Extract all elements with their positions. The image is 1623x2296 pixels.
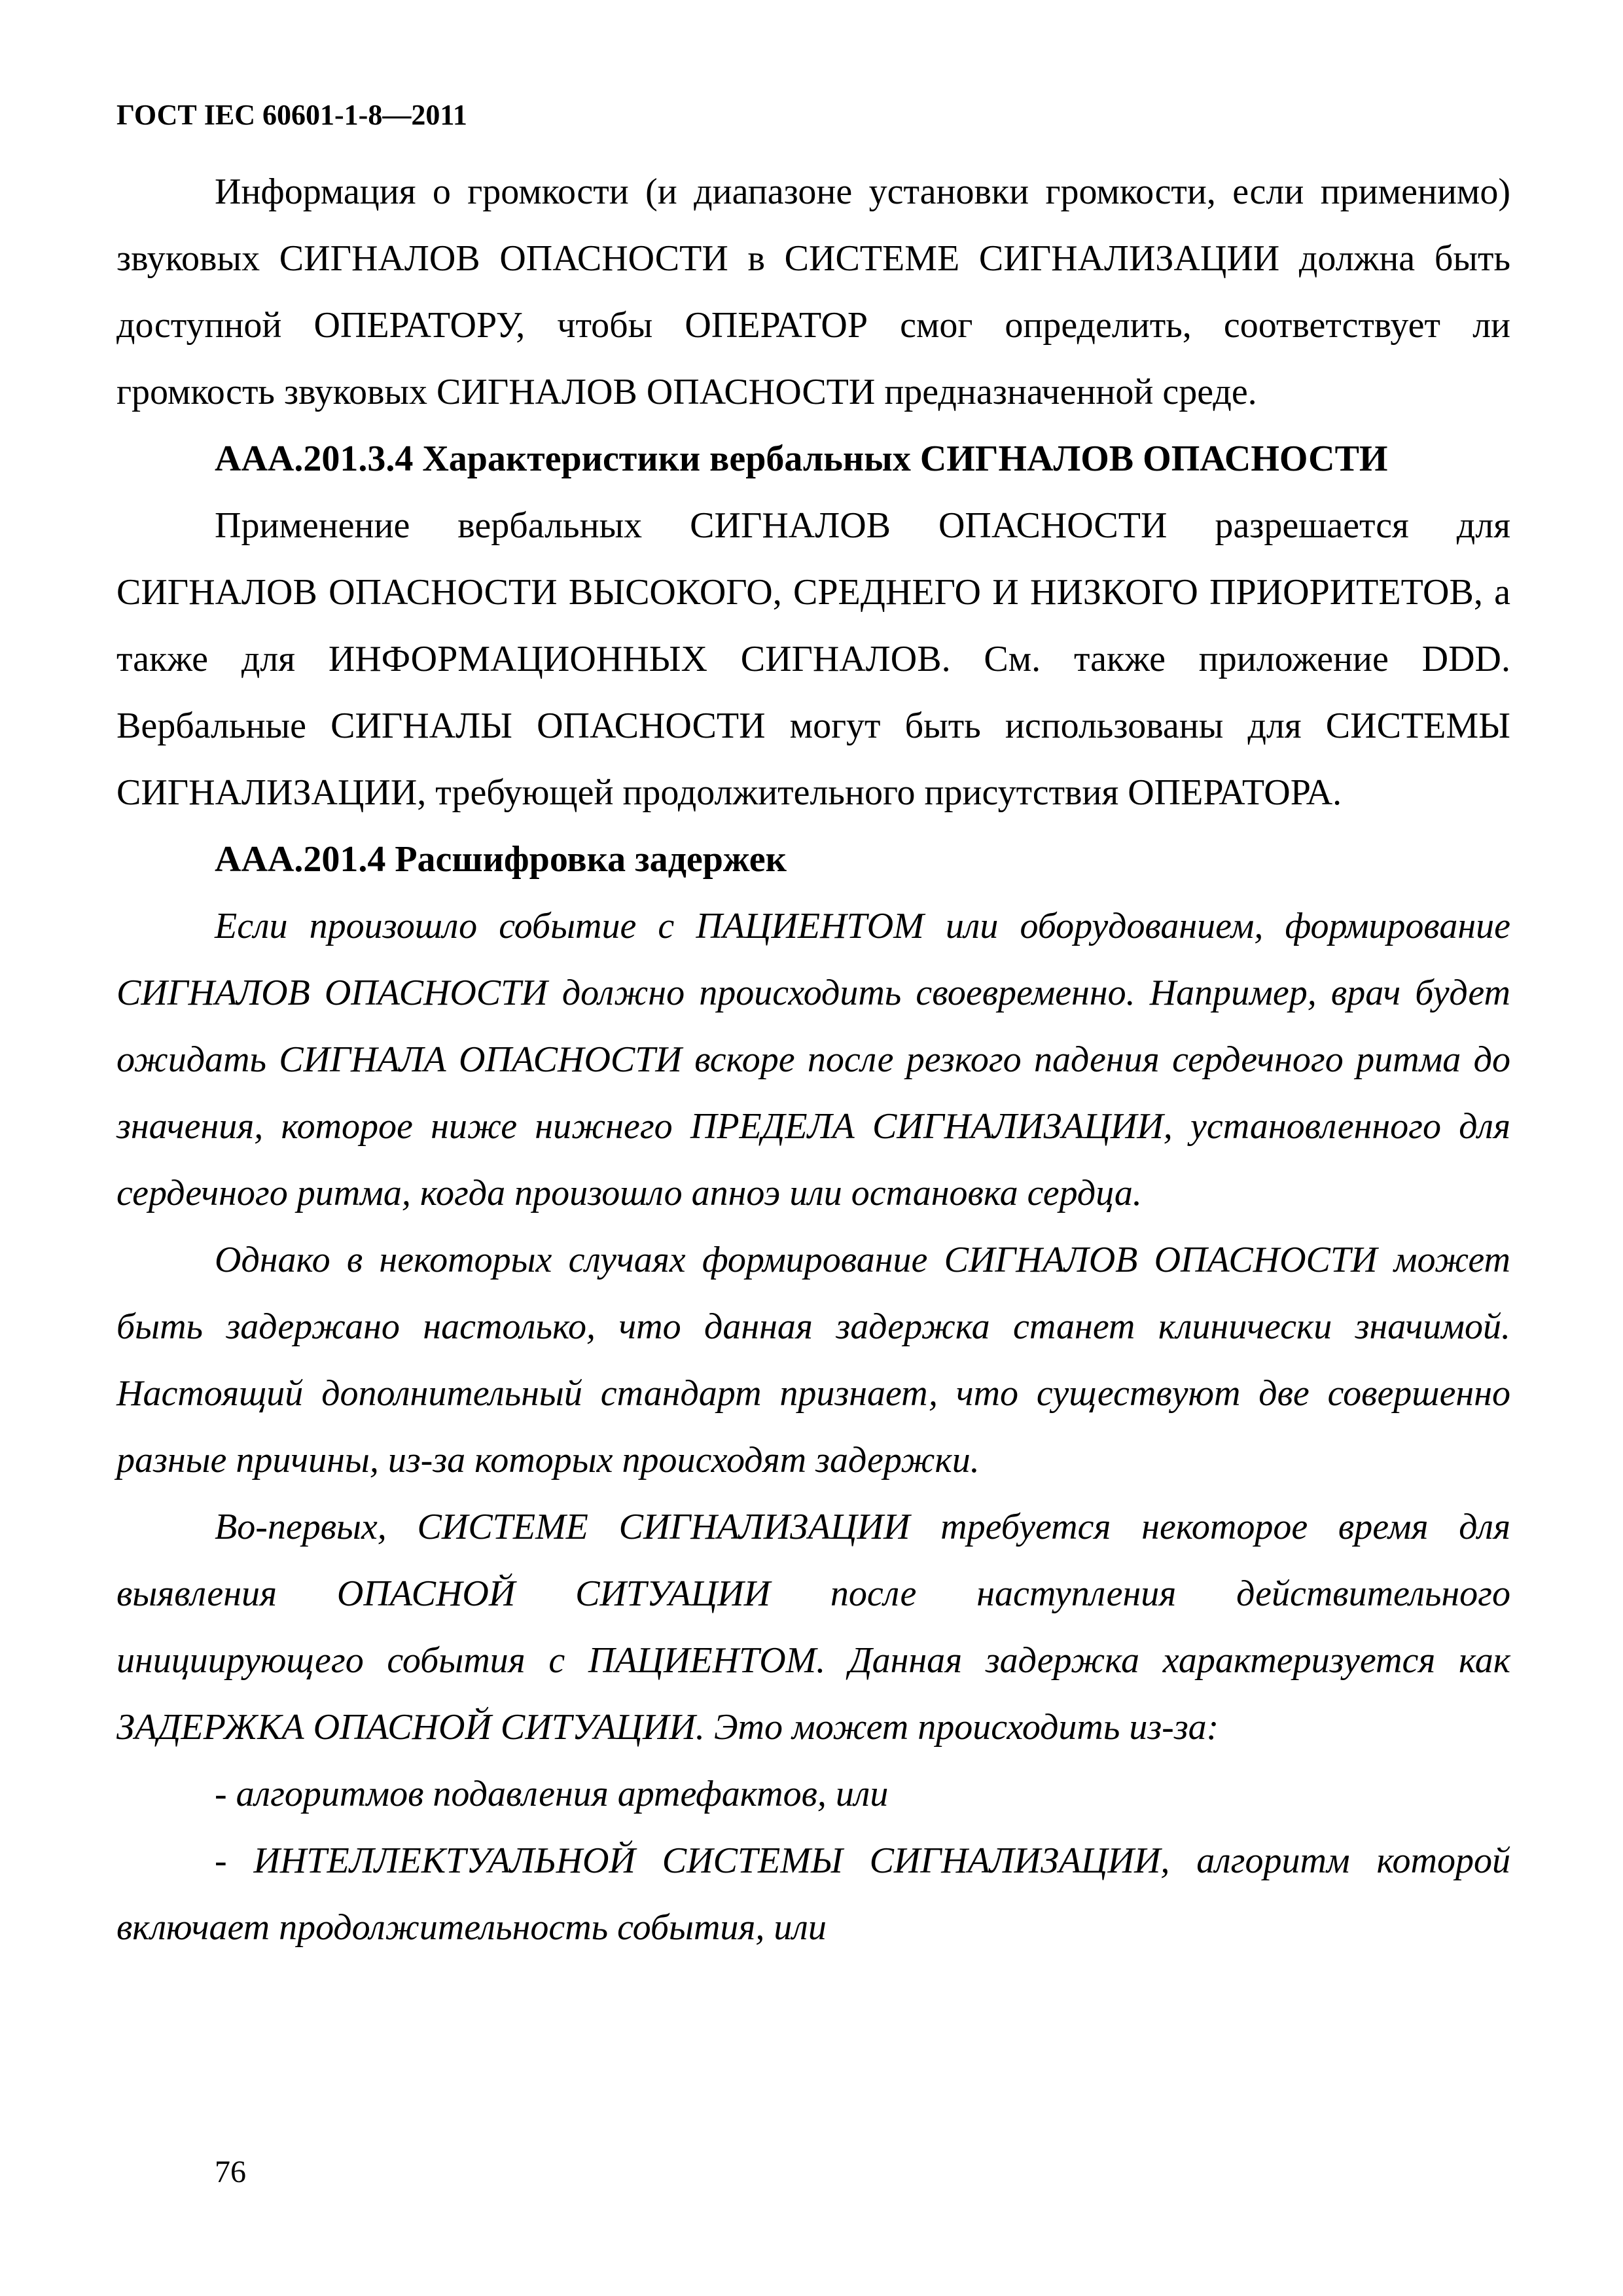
paragraph-verbal-alarms: Применение вербальных СИГНАЛОВ ОПАСНОСТИ разрешается для СИГНАЛОВ ОПАСНОСТИ ВЫСОКОГО, СРЕДНЕГО И НИЗКОГО ПРИОРИТЕТОВ, а также для ИНФОРМАЦИОННЫХ СИГНАЛОВ. См. также приложение DDD. Вербальные СИГНАЛЫ ОПАСНОСТИ могут быть использованы для СИСТЕМЫ СИГНАЛИЗАЦИИ, требующей продолжительного присутствия ОПЕРАТОРА. xyxy=(116,505,1510,813)
paragraph-first-cause: Во-первых, СИСТЕМЕ СИГНАЛИЗАЦИИ требуется некоторое время для выявления ОПАСНОЙ СИТУАЦИИ после наступления действительного инициирующего события с ПАЦИЕНТОМ. Данная задержка характеризуется как ЗАДЕРЖКА ОПАСНОЙ СИТУАЦИИ. Это может происходить из-за: xyxy=(116,1507,1510,1748)
section-heading-delays: ААА.201.4 Расшифровка задержек xyxy=(215,839,787,880)
paragraph-volume-info: Информация о громкости (и диапазоне установки громкости, если применимо) звуковых СИГНАЛОВ ОПАСНОСТИ в СИСТЕМЕ СИГНАЛИЗАЦИИ должна быть доступной ОПЕРАТОРУ, чтобы ОПЕРАТОР смог определить, соответствует ли громкость звуковых СИГНАЛОВ ОПАСНОСТИ предназначенной среде. xyxy=(116,171,1510,412)
document-body xyxy=(116,158,1510,1961)
paragraph-timely-alarms: Если произошло событие с ПАЦИЕНТОМ или оборудованием, формирование СИГНАЛОВ ОПАСНОСТИ должно происходить своевременно. Например, врач будет ожидать СИГНАЛА ОПАСНОСТИ вскоре после резкого падения сердечного ритма до значения, которое ниже нижнего ПРЕДЕЛА СИГНАЛИЗАЦИИ, установленного для сердечного ритма, когда произошло апноэ или остановка сердца. xyxy=(116,906,1510,1213)
document-header: ГОСТ IEC 60601-1-8—2011 xyxy=(116,99,467,131)
list-item-intelligent-alarm-system: - ИНТЕЛЛЕКТУАЛЬНОЙ СИСТЕМЫ СИГНАЛИЗАЦИИ, алгоритм которой включает продолжительность события, или xyxy=(116,1840,1510,1948)
paragraph-delay-causes: Однако в некоторых случаях формирование СИГНАЛОВ ОПАСНОСТИ может быть задержано настолько, что данная задержка станет клинически значимой. Настоящий дополнительный стандарт признает, что существуют две совершенно разные причины, из-за которых происходят задержки. xyxy=(116,1240,1510,1480)
section-heading-verbal-alarms: ААА.201.3.4 Характеристики вербальных СИГНАЛОВ ОПАСНОСТИ xyxy=(215,439,1388,479)
page-number: 76 xyxy=(215,2155,246,2189)
list-item-artifact-algorithms: - алгоритмов подавления артефактов, или xyxy=(215,1774,889,1814)
